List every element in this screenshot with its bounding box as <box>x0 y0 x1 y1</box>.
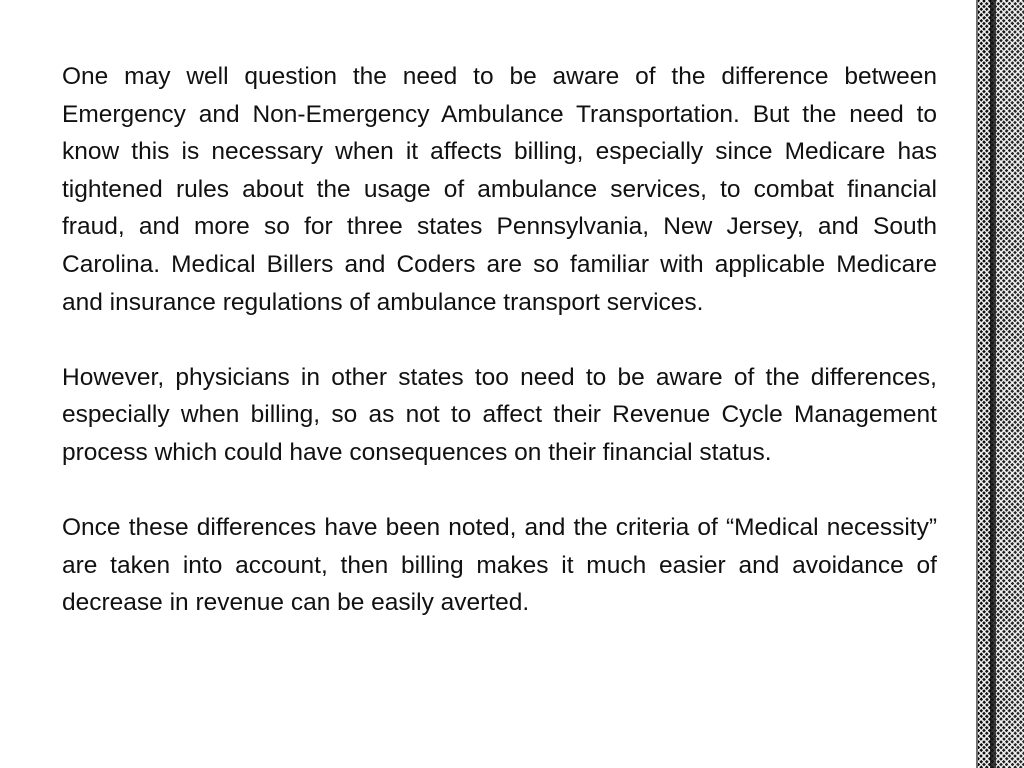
paragraph-3: Once these differences have been noted, and the criteria of “Medical necessity” are taken into account, then billing makes it much easier and avoidance of decrease in revenue can be easily averted. <box>62 514 937 617</box>
slide-body-text <box>62 58 937 622</box>
side-panel-shadow-edge <box>990 0 996 768</box>
decorative-side-panel <box>976 0 1024 768</box>
paragraph-2: However, physicians in other states too need to be aware of the differences, especially when billing, so as not to affect their Revenue Cycle Management process which could have consequences on their financial status. <box>62 363 937 466</box>
paragraph-1: One may well question the need to be aware of the difference between Emergency and Non-Emergency Ambulance Transportation. But the need to know this is necessary when it affects billing, especially since Medicare has tightened rules about the usage of ambulance services, to combat financial fraud, and more so for three states Pennsylvania, New Jersey, and South Carolina. Medical Billers and Coders are so familiar with applicable Medicare and insurance regulations of ambulance transport services. <box>62 63 937 316</box>
